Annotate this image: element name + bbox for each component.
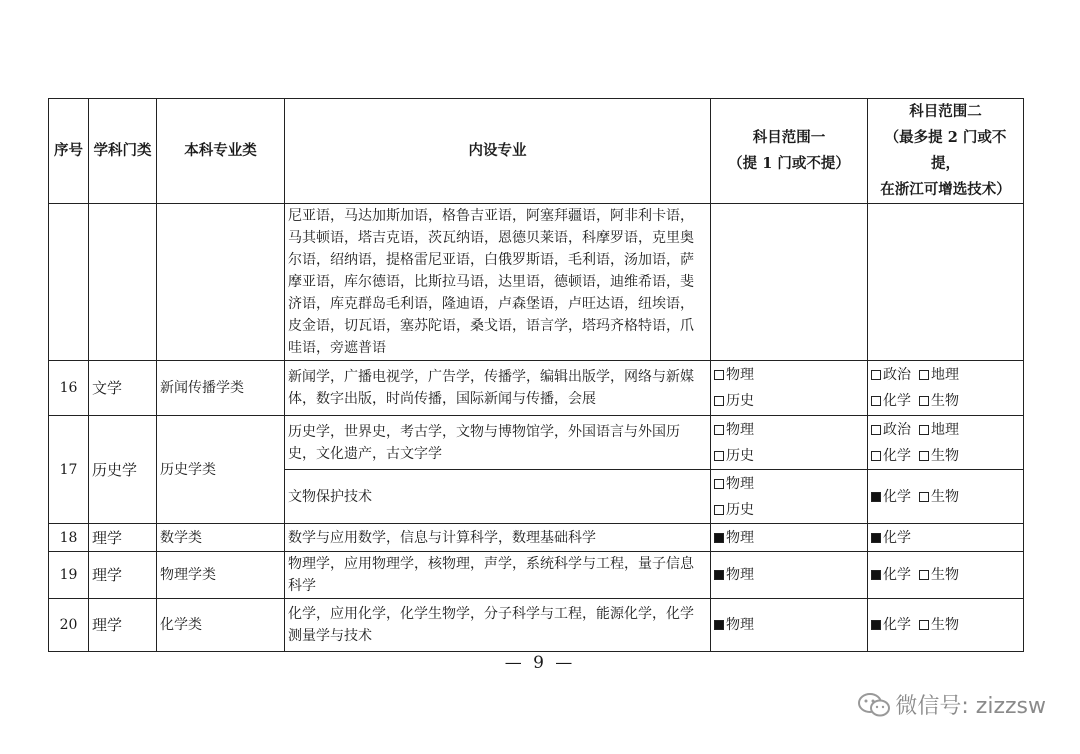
- row-range-two: 化学: [868, 524, 1024, 552]
- checkbox-unchecked: [714, 370, 724, 380]
- table-row: [49, 552, 1024, 599]
- row-majors: 化学，应用化学，化学生物学，分子科学与工程，能源化学，化学测量学与技术: [285, 599, 711, 652]
- continuation-majors: 尼亚语，马达加斯加语，格鲁吉亚语，阿塞拜疆语，阿非利卡语，马其顿语，塔吉克语，茨瓦纳语，恩德贝莱语，科摩罗语，克里奥尔语，绍纳语，提格雷尼亚语，白俄罗斯语，毛利语，汤加语，萨摩亚语，库尔德语，比斯拉马语，达里语，德顿语，迪维希语，斐济语，库克群岛毛利语，隆迪语，卢森堡语，卢旺达语，纽埃语，皮金语，切瓦语，塞苏陀语，桑戈语，语言学，塔玛齐格特语，爪哇语，旁遮普语: [285, 204, 711, 361]
- row-majors: 数学与应用数学，信息与计算科学，数理基础科学: [285, 524, 711, 552]
- header-majors: 内设专业: [285, 99, 711, 204]
- page-number: — 9 —: [504, 653, 576, 673]
- checkbox-checked: [871, 492, 881, 502]
- row-major-class: 物理学类: [157, 552, 285, 599]
- watermark-text: 微信号: zizzsw: [895, 694, 1046, 719]
- subject-requirements-table: [48, 98, 1024, 652]
- header-major-class: 本科专业类: [157, 99, 285, 204]
- table-row: [49, 416, 1024, 470]
- wechat-watermark: [857, 689, 1046, 720]
- header-range-one: 科目范围一 （提 1 门或不提）: [711, 99, 868, 204]
- row-range-one: 物理: [711, 599, 868, 652]
- row-discipline: 理学: [89, 599, 157, 652]
- row-range-two: 化学 生物: [868, 470, 1024, 524]
- wechat-icon: [857, 692, 891, 718]
- row-major-class: 数学类: [157, 524, 285, 552]
- row-range-one: 物理: [711, 524, 868, 552]
- row-range-one: 物理 历史: [711, 416, 868, 470]
- row-discipline: 理学: [89, 552, 157, 599]
- row-seq: 17: [49, 416, 89, 524]
- row-discipline: 历史学: [89, 416, 157, 524]
- row-range-one: 物理 历史: [711, 361, 868, 416]
- row-majors: 历史学，世界史，考古学，文物与博物馆学，外国语言与外国历史，文化遗产，古文字学: [285, 416, 711, 470]
- row-seq: 20: [49, 599, 89, 652]
- table-header-row: [49, 99, 1024, 204]
- row-seq: 19: [49, 552, 89, 599]
- row-seq: 16: [49, 361, 89, 416]
- row-major-class: 新闻传播学类: [157, 361, 285, 416]
- row-range-two: 化学 生物: [868, 552, 1024, 599]
- row-major-class: 历史学类: [157, 416, 285, 524]
- row-range-one: 物理: [711, 552, 868, 599]
- header-range-two: 科目范围二 （最多提 2 门或不提， 在浙江可增选技术）: [868, 99, 1024, 204]
- row-range-two: 政治 地理 化学 生物: [868, 416, 1024, 470]
- header-seq: 序号: [49, 99, 89, 204]
- row-majors: 文物保护技术: [285, 470, 711, 524]
- row-major-class: 化学类: [157, 599, 285, 652]
- row-range-two: 化学 生物: [868, 599, 1024, 652]
- row-range-two: 政治 地理 化学 生物: [868, 361, 1024, 416]
- table-row: [49, 361, 1024, 416]
- table-row: [49, 204, 1024, 361]
- header-discipline: 学科门类: [89, 99, 157, 204]
- row-seq: 18: [49, 524, 89, 552]
- row-range-one: 物理 历史: [711, 470, 868, 524]
- row-majors: 新闻学，广播电视学，广告学，传播学，编辑出版学，网络与新媒体，数字出版，时尚传播，国际新闻与传播，会展: [285, 361, 711, 416]
- row-majors: 物理学，应用物理学，核物理，声学，系统科学与工程，量子信息科学: [285, 552, 711, 599]
- row-discipline: 文学: [89, 361, 157, 416]
- table-row: [49, 524, 1024, 552]
- row-discipline: 理学: [89, 524, 157, 552]
- table-row: [49, 599, 1024, 652]
- checkbox-unchecked: [714, 396, 724, 406]
